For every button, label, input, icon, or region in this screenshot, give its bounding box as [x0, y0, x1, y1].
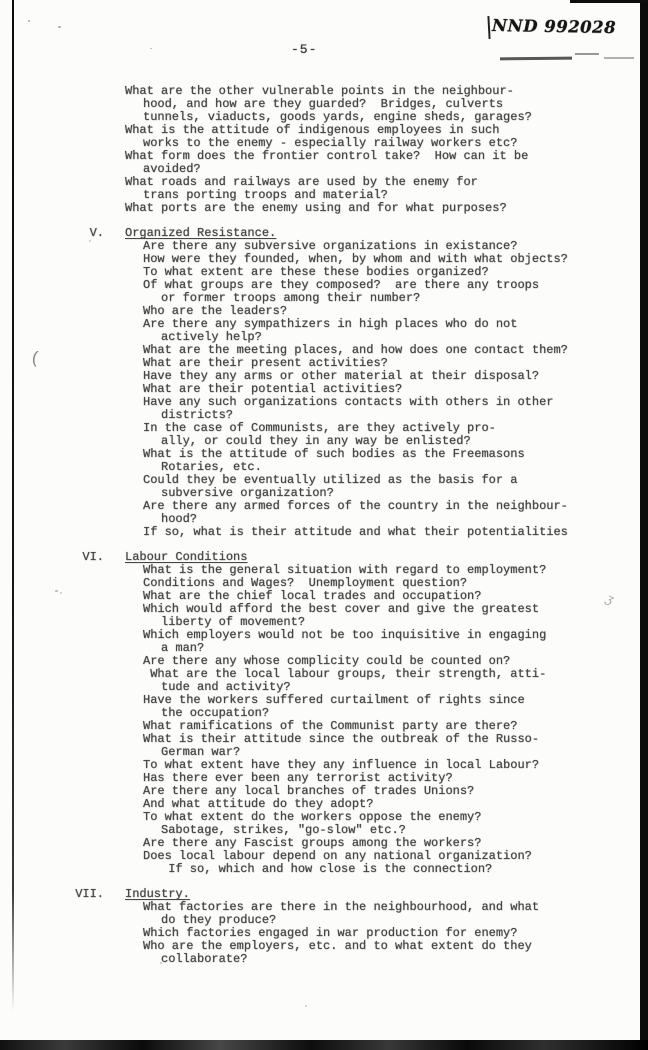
text-line: What is the attitude of such bodies as the Freemasons: [143, 447, 525, 461]
text-line: To what extent have they any influence in local Labour?: [143, 758, 540, 772]
document-section: [82, 550, 630, 876]
section-heading-row: [75, 887, 630, 901]
text-line: or former troops among their number?: [161, 291, 421, 305]
text-line: Has there ever been any terrorist activity?: [143, 771, 453, 785]
text-line: Are there any subversive organizations in existance?: [143, 239, 518, 253]
text-line: How were they founded, when, by whom and with what objects?: [143, 252, 568, 266]
text-line: Who are the leaders?: [143, 304, 288, 318]
text-line: What ramifications of the Communist party are there?: [143, 719, 518, 733]
text-line: hood?: [161, 512, 198, 526]
text-line: the occupation?: [161, 706, 270, 720]
text-line: works to the enemy - especially railway workers etc?: [143, 136, 518, 150]
scan-edge-right-strip: [640, 0, 648, 1050]
text-line: Which factories engaged in war production for enemy?: [143, 926, 518, 940]
text-line: Conditions and Wages? Unemployment question?: [143, 576, 468, 590]
text-line: collaborate?: [161, 952, 248, 966]
text-line: Are there any Fascist groups among the workers?: [143, 836, 482, 850]
text-line: a man?: [161, 641, 205, 655]
text-line: Rotaries, etc.: [161, 460, 262, 474]
text-line: To what extent are these these bodies organized?: [143, 265, 489, 279]
text-line: do they produce?: [161, 913, 277, 927]
scan-speckle: [28, 20, 30, 22]
text-line: Which employers would not be too inquisitive in engaging: [143, 628, 547, 642]
text-line: What are the meeting places, and how does one contact them?: [143, 343, 568, 357]
text-line: What are their potential activities?: [143, 382, 403, 396]
text-line: What is the attitude of indigenous employees in such: [125, 123, 500, 137]
section-heading-row: [82, 550, 630, 564]
text-line: Who are the employers, etc. and to what extent do they: [143, 939, 532, 953]
text-line: liberty of movement?: [161, 615, 306, 629]
text-line: What is the general situation with regard to employment?: [143, 563, 547, 577]
text-line: To what extent do the workers oppose the enemy?: [143, 810, 482, 824]
text-line: Could they be eventually utilized as the basis for a: [143, 473, 518, 487]
scan-speckle: [55, 590, 58, 592]
text-line: German war?: [161, 745, 241, 759]
text-line: Have the workers suffered curtailment of rights since: [143, 693, 525, 707]
section-numeral: VI.: [82, 550, 104, 564]
text-line: If so, which and how close is the connection?: [161, 862, 493, 876]
text-line: actively help?: [161, 330, 262, 344]
text-line: Have any such organizations contacts with others in other: [143, 395, 554, 409]
section-heading-row: [89, 226, 630, 240]
text-line: If so, what is their attitude and what their potentialities: [143, 525, 568, 539]
text-line: districts?: [161, 408, 234, 422]
text-line: Which would afford the best cover and give the greatest: [143, 602, 540, 616]
scan-paren-mark: (: [28, 349, 42, 370]
declassification-stamp: NND 992028: [491, 15, 617, 38]
scan-edge-top-right: [570, 0, 648, 3]
stamp-left-bar: [487, 16, 490, 39]
scan-speckle: [89, 240, 91, 242]
text-line: What are the other vulnerable points in the neighbour-: [125, 84, 514, 98]
scan-edge-bottom-strip: [0, 1040, 648, 1050]
header-underline-smudge: [500, 57, 572, 60]
text-line: What is their attitude since the outbreak of the Russo-: [143, 732, 540, 746]
text-line: Are there any whose complicity could be counted on?: [143, 654, 511, 668]
section-numeral: V.: [89, 226, 104, 240]
text-line: And what attitude do they adopt?: [143, 797, 374, 811]
text-line: What form does the frontier control take? How can it be: [125, 149, 529, 163]
document-body: [75, 84, 630, 966]
text-line: In the case of Communists, are they actively pro-: [143, 421, 496, 435]
section-heading: Industry.: [125, 887, 190, 901]
text-line: Of what groups are they composed? are there any troops: [143, 278, 540, 292]
text-line: ally, or could they in any way be enlisted?: [161, 434, 471, 448]
text-line: What are the local labour groups, their strength, atti-: [143, 667, 547, 681]
header-underline-smudge: [575, 53, 599, 55]
document-section: [125, 85, 630, 215]
text-line: tude and activity?: [161, 680, 291, 694]
text-line: Are there any armed forces of the country in the neighbour-: [143, 499, 568, 513]
text-line: subversive organization?: [161, 486, 334, 500]
scan-speckle: [150, 48, 152, 49]
text-line: trans porting troops and material?: [143, 188, 388, 202]
text-line: avoided?: [143, 162, 201, 176]
scan-speckle: [60, 592, 62, 594]
text-line: What factories are there in the neighbourhood, and what: [143, 900, 540, 914]
scan-speckle: [305, 1005, 307, 1007]
text-line: Are there any local branches of trades Unions?: [143, 784, 475, 798]
pen-scribble-mark: ʒ: [603, 591, 617, 608]
header-underline-smudge: [604, 57, 634, 59]
text-line: Have they any arms or other material at their disposal?: [143, 369, 540, 383]
text-line: What are the chief local trades and occupation?: [143, 589, 482, 603]
text-line: Are there any sympathizers in high places who do not: [143, 317, 518, 331]
section-heading: Organized Resistance.: [125, 226, 277, 240]
text-line: Does local labour depend on any national organization?: [143, 849, 532, 863]
scan-edge-left-line: [12, 0, 14, 1012]
page-number: -5-: [291, 42, 318, 57]
document-section: [75, 887, 630, 966]
section-numeral: VII.: [75, 887, 104, 901]
text-line: What ports are the enemy using and for what purposes?: [125, 201, 507, 215]
text-line: What roads and railways are used by the enemy for: [125, 175, 478, 189]
scan-speckle: [58, 26, 61, 28]
text-line: tunnels, viaducts, goods yards, engine sheds, garages?: [143, 110, 532, 124]
section-heading: Labour Conditions: [125, 550, 248, 564]
text-line: Sabotage, strikes, "go-slow" etc.?: [161, 823, 406, 837]
text-line: hood, and how are they guarded? Bridges, culverts: [143, 97, 504, 111]
document-section: [89, 226, 630, 539]
text-line: What are their present activities?: [143, 356, 388, 370]
